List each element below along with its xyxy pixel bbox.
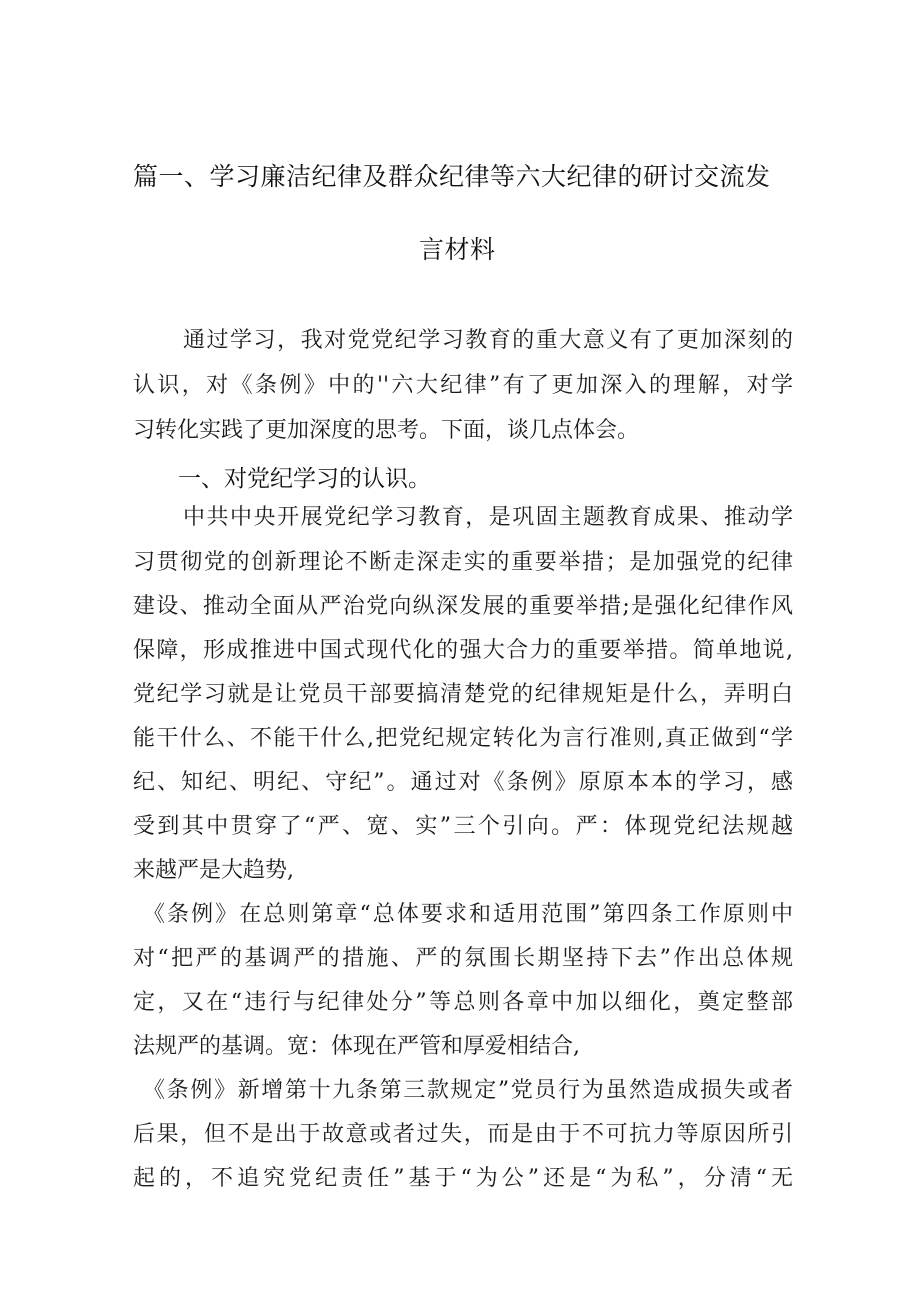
paragraph-line: 习转化实践了更加深度的思考。下面，谈几点体会。 xyxy=(133,418,640,443)
paragraph-line: 对“把严的基调严的措施、严的氛围长期坚持下去”作出总体规 xyxy=(133,946,793,971)
section-heading: 一、对党纪学习的认识。 xyxy=(178,466,431,492)
paragraph-line: 建设、推动全面从严治党向纵深发展的重要举措;是强化纪律作风 xyxy=(133,594,793,619)
paragraph-line: 法规严的基调。宽：体现在严管和厚爱相结合, xyxy=(133,1034,580,1059)
paragraph-line: 保障，形成推进中国式现代化的强大合力的重要举措。简单地说, xyxy=(133,638,793,663)
paragraph-line: 中共中央开展党纪学习教育，是巩固主题教育成果、推动学 xyxy=(183,505,793,530)
paragraph-line: 《条例》在总则第章“总体要求和适用范围”第四条工作原则中 xyxy=(143,902,793,927)
paragraph-line: 来越严是大趋势, xyxy=(133,858,294,883)
paragraph-line: 定，又在“违行与纪律处分”等总则各章中加以细化，奠定整部 xyxy=(133,990,793,1015)
paragraph-line: 纪、知纪、明纪、守纪”。通过对《条例》原原本本的学习，感 xyxy=(133,770,793,795)
paragraph-line: 党纪学习就是让党员干部要搞清楚党的纪律规矩是什么，弄明白 xyxy=(133,682,793,707)
paragraph-line: 能干什么、不能干什么,把党纪规定转化为言行准则,真正做到“学 xyxy=(133,726,793,751)
paragraph-line: 通过学习，我对党党纪学习教育的重大意义有了更加深刻的 xyxy=(183,328,793,353)
document-title-line-1: 篇一、学习廉洁纪律及群众纪律等六大纪律的研讨交流发 xyxy=(133,162,771,191)
paragraph-line: 后果，但不是出于故意或者过失，而是由于不可抗力等原因所引 xyxy=(133,1122,793,1147)
paragraph-line: 习贯彻党的创新理论不断走深走实的重要举措；是加强党的纪律 xyxy=(133,550,793,575)
paragraph-line: 认识，对《条例》中的''六大纪律”有了更加深入的理解，对学 xyxy=(133,373,793,398)
paragraph-line: 起的，不追究党纪责任”基于“为公”还是“为私”，分清“无 xyxy=(133,1166,793,1191)
document-title-line-2: 言材料 xyxy=(419,235,496,264)
paragraph-line: 受到其中贯穿了“严、宽、实”三个引向。严：体现党纪法规越 xyxy=(133,814,793,839)
paragraph-line: 《条例》新增第十九条第三款规定”党员行为虽然造成损失或者 xyxy=(143,1078,793,1103)
